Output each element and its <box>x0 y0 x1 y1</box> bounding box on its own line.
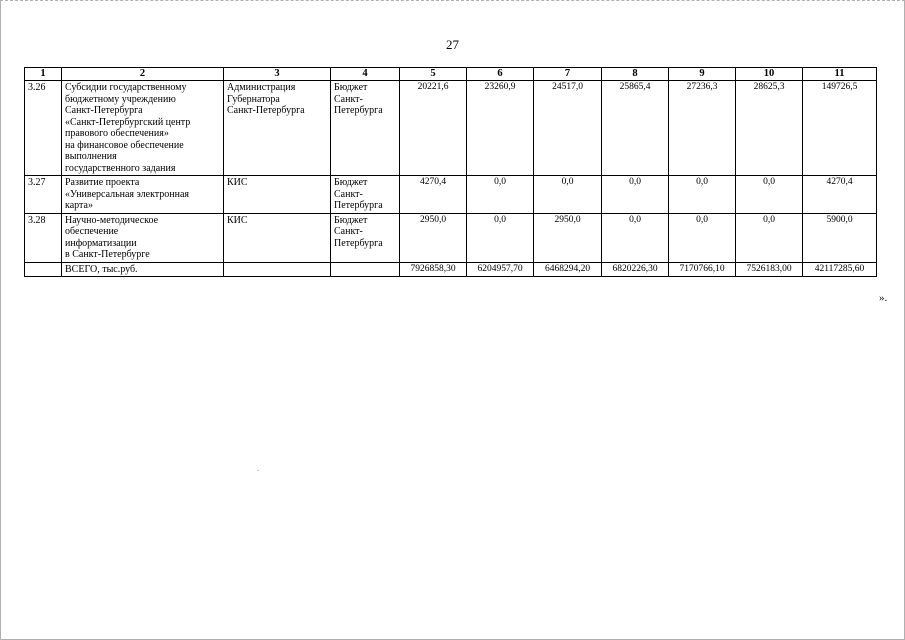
description-line: государственного задания <box>65 162 176 174</box>
row-source <box>331 213 400 262</box>
value-cell: 4270,4 <box>400 176 467 214</box>
row-description <box>62 213 224 262</box>
description-line: информатизации <box>65 237 137 249</box>
source-line: Бюджет <box>334 177 368 188</box>
header-col-2: 2 <box>62 68 224 81</box>
header-col-8: 8 <box>602 68 669 81</box>
value-cell: 0,0 <box>736 176 803 214</box>
row-index: 3.27 <box>25 176 62 214</box>
source-line: Петербурга <box>334 200 383 211</box>
header-col-7: 7 <box>534 68 602 81</box>
header-row <box>25 68 877 81</box>
description-line: Развитие проекта <box>65 177 140 188</box>
row-description <box>62 81 224 176</box>
total-value-cell: 42117285,60 <box>803 262 877 277</box>
row-executor <box>224 176 331 214</box>
header-col-5: 5 <box>400 68 467 81</box>
table-row <box>25 81 877 176</box>
value-cell: 23260,9 <box>467 81 534 176</box>
table-row <box>25 213 877 262</box>
row-executor <box>224 213 331 262</box>
row-source <box>331 81 400 176</box>
value-cell: 28625,3 <box>736 81 803 176</box>
value-cell: 5900,0 <box>803 213 877 262</box>
row-index: 3.28 <box>25 213 62 262</box>
total-source-cell <box>331 262 400 277</box>
description-line: обеспечение <box>65 226 119 237</box>
description-line: правового обеспечения» <box>65 128 169 139</box>
value-cell: 2950,0 <box>534 213 602 262</box>
value-cell: 24517,0 <box>534 81 602 176</box>
description-line: «Универсальная электронная <box>65 188 190 200</box>
total-executor-cell <box>224 262 331 277</box>
row-description <box>62 176 224 214</box>
value-cell: 27236,3 <box>669 81 736 176</box>
row-index: 3.26 <box>25 81 62 176</box>
value-cell: 25865,4 <box>602 81 669 176</box>
value-cell: 4270,4 <box>803 176 877 214</box>
source-line: Бюджет <box>334 214 368 226</box>
source-line: Петербурга <box>334 237 383 249</box>
executor-line: КИС <box>227 214 248 226</box>
executor-line: Санкт-Петербурга <box>227 105 305 116</box>
source-line: Санкт- <box>334 93 363 105</box>
total-value-cell: 7526183,00 <box>736 262 803 277</box>
value-cell: 0,0 <box>534 176 602 214</box>
header-col-9: 9 <box>669 68 736 81</box>
source-line: Бюджет <box>334 82 368 93</box>
description-line: выполнения <box>65 151 117 162</box>
description-line: Субсидии государственному <box>65 82 187 93</box>
executor-line: Губернатора <box>227 93 280 105</box>
header-col-11: 11 <box>803 68 877 81</box>
table-row <box>25 176 877 214</box>
description-line: карта» <box>65 200 93 211</box>
scan-artifact <box>257 470 259 471</box>
executor-line: КИС <box>227 177 248 188</box>
value-cell: 0,0 <box>736 213 803 262</box>
total-value-cell: 6468294,20 <box>534 262 602 277</box>
total-value-cell: 7170766,10 <box>669 262 736 277</box>
total-value-cell: 6204957,70 <box>467 262 534 277</box>
header-col-10: 10 <box>736 68 803 81</box>
total-index-cell <box>25 262 62 277</box>
total-label: ВСЕГО, тыс.руб. <box>62 262 224 277</box>
description-line: «Санкт-Петербургский центр <box>65 116 191 128</box>
description-line: в Санкт-Петербурге <box>65 249 150 260</box>
total-row <box>25 262 877 277</box>
value-cell: 0,0 <box>669 176 736 214</box>
header-col-4: 4 <box>331 68 400 81</box>
header-col-3: 3 <box>224 68 331 81</box>
value-cell: 20221,6 <box>400 81 467 176</box>
value-cell: 0,0 <box>602 213 669 262</box>
value-cell: 2950,0 <box>400 213 467 262</box>
source-line: Петербурга <box>334 105 383 116</box>
description-line: на финансовое обеспечение <box>65 139 184 151</box>
source-line: Санкт- <box>334 226 363 237</box>
budget-table <box>24 67 877 277</box>
value-cell: 0,0 <box>669 213 736 262</box>
source-line: Санкт- <box>334 188 363 200</box>
description-line: Научно-методическое <box>65 214 159 226</box>
page-number: 27 <box>446 37 459 52</box>
row-executor <box>224 81 331 176</box>
value-cell: 0,0 <box>467 213 534 262</box>
description-line: Санкт-Петербурга <box>65 105 143 116</box>
closing-quote-mark: ». <box>879 292 888 304</box>
description-line: бюджетному учреждению <box>65 93 176 105</box>
header-col-1: 1 <box>25 68 62 81</box>
total-value-cell: 6820226,30 <box>602 262 669 277</box>
total-value-cell: 7926858,30 <box>400 262 467 277</box>
value-cell: 0,0 <box>467 176 534 214</box>
header-col-6: 6 <box>467 68 534 81</box>
executor-line: Администрация <box>227 82 296 93</box>
row-source <box>331 176 400 214</box>
value-cell: 0,0 <box>602 176 669 214</box>
value-cell: 149726,5 <box>803 81 877 176</box>
